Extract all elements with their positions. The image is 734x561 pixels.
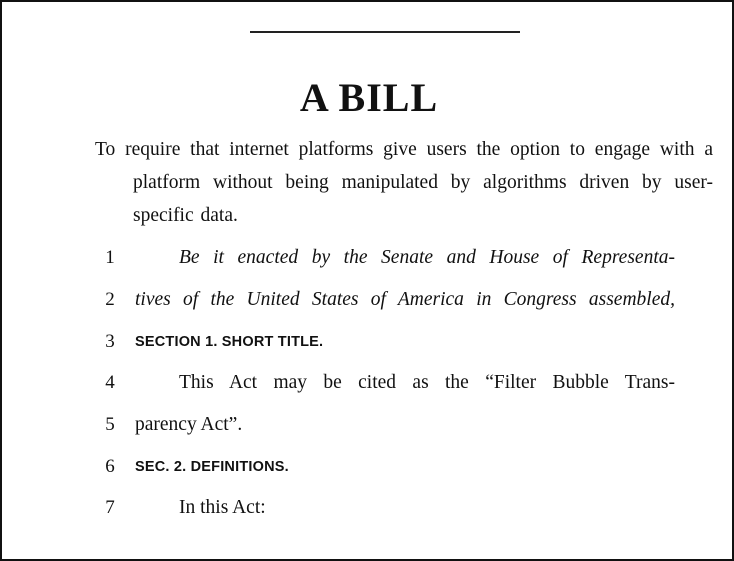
bill-title: A BILL (299, 75, 439, 120)
line-number: 7 (105, 497, 115, 518)
section-heading: SECTION 1. SHORT TITLE. (135, 334, 324, 350)
section-heading: SEC. 2. DEFINITIONS. (135, 459, 289, 475)
bill-purpose: To require that internet platforms give users the option to engage with a platform without being manipulated by algorithms driven by user-specific data. (95, 139, 713, 226)
line-number: 1 (105, 247, 115, 268)
line-number: 2 (105, 289, 115, 310)
bill-line-7 (2, 497, 734, 527)
body-text-line: In this Act: (179, 497, 266, 518)
line-number: 4 (105, 372, 115, 393)
bill-line-6 (2, 456, 734, 486)
header-rule (250, 31, 520, 33)
enacting-clause-line: Be it enacted by the Senate and House of Representa- (179, 247, 675, 268)
line-number: 5 (105, 414, 115, 435)
enacting-clause-line: tives of the United States of America in Congress assembled, (135, 289, 675, 310)
bill-line-4 (2, 372, 734, 402)
bill-line-5 (2, 414, 734, 444)
line-number: 3 (105, 331, 115, 352)
body-text-line: This Act may be cited as the “Filter Bubble Trans- (179, 372, 675, 393)
line-number: 6 (105, 456, 115, 477)
body-text-line: parency Act”. (135, 414, 243, 435)
bill-line-3 (2, 331, 734, 361)
bill-line-2 (2, 289, 734, 319)
bill-line-1 (2, 247, 734, 277)
